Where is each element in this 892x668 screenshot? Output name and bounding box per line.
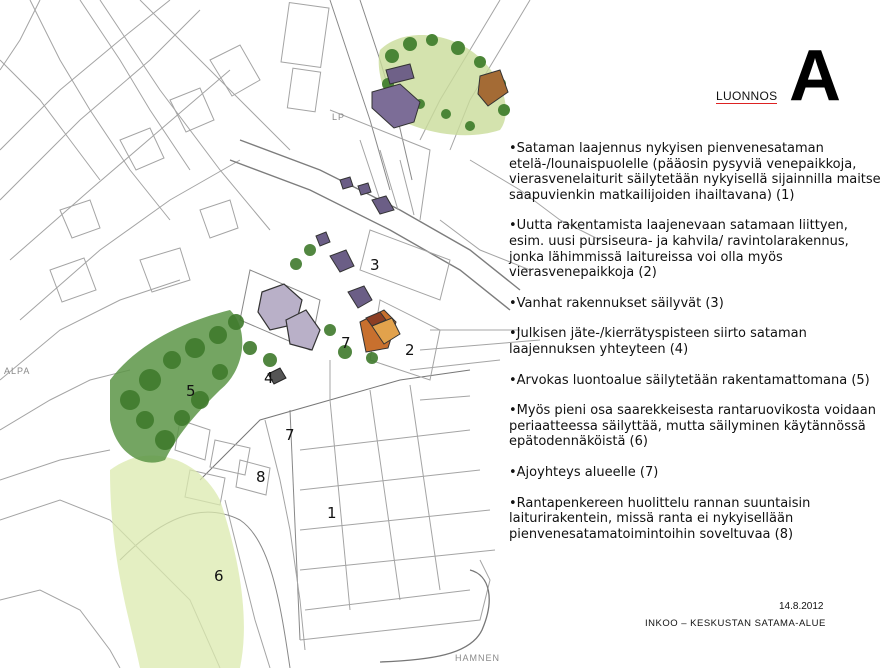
note-6: •Myös pieni osa saarekkeisesta rantaruovikosta voidaan periaatteessa säilyttää, mutta säilyminen käytännössä epätodennäköistä (6) (509, 403, 876, 450)
plan-date: 14.8.2012 (779, 601, 824, 612)
note-8: •Rantapenkereen huolittelu rannan suuntaisin laiturirakentein, missä ranta ei nykyisellään pienvenesatamatoimintoihin soveltuvaa (8) (509, 495, 811, 542)
old-building (340, 177, 353, 189)
plan-notes (509, 141, 881, 557)
plan-title: INKOO – KESKUSTAN SATAMA-ALUE (645, 618, 826, 629)
nature-area (110, 34, 510, 668)
note-5: •Arvokas luontoalue säilytetään rakentamattomana (5) (509, 372, 870, 388)
note-4: •Julkisen jäte-/kierrätyspisteen siirto sataman laajennuksen yhteyteen (4) (509, 326, 807, 357)
street-label-harbor: HAMNEN (455, 653, 501, 663)
draft-label: LUONNOS (716, 89, 778, 103)
old-building (348, 286, 372, 308)
area-label-7-road-south: 7 (285, 426, 295, 444)
area-label-8: 8 (256, 468, 266, 486)
old-building (372, 196, 394, 214)
note-2: •Uutta rakentamista laajenevaan satamaan liittyen, esim. uusi pursiseura- ja kahvila/ ravintolarakennus, jonka lähimmissä laitureissa voi olla myös vierasvenepaikkoja (2) (509, 218, 849, 281)
area-label-6: 6 (214, 567, 224, 585)
area-label-1: 1 (327, 504, 337, 522)
area-label-5: 5 (186, 382, 196, 400)
street-label-alpa: ALPA (4, 366, 31, 376)
area-label-4: 4 (264, 369, 274, 387)
reed-area (110, 456, 244, 668)
old-building (330, 250, 354, 272)
area-label-7-road: 7 (341, 334, 351, 352)
area-label-3: 3 (370, 256, 380, 274)
old-building (358, 183, 371, 195)
variant-letter: A (789, 36, 841, 116)
old-building (316, 232, 330, 246)
note-1: •Sataman laajennus nykyisen pienvenesataman etelä-/lounaispuolelle (pääosin pysyviä venepaikkoja, vierasvenelaiturit säilytetään nykyisellä sijainnilla maitse saapuvienkin matkailijoiden ihailtavana) (1) (509, 141, 881, 203)
note-3: •Vanhat rakennukset säilyvät (3) (509, 295, 724, 311)
note-7: •Ajoyhteys alueelle (7) (509, 464, 659, 480)
street-label-lp: LP (332, 112, 346, 122)
area-label-2: 2 (405, 341, 415, 359)
